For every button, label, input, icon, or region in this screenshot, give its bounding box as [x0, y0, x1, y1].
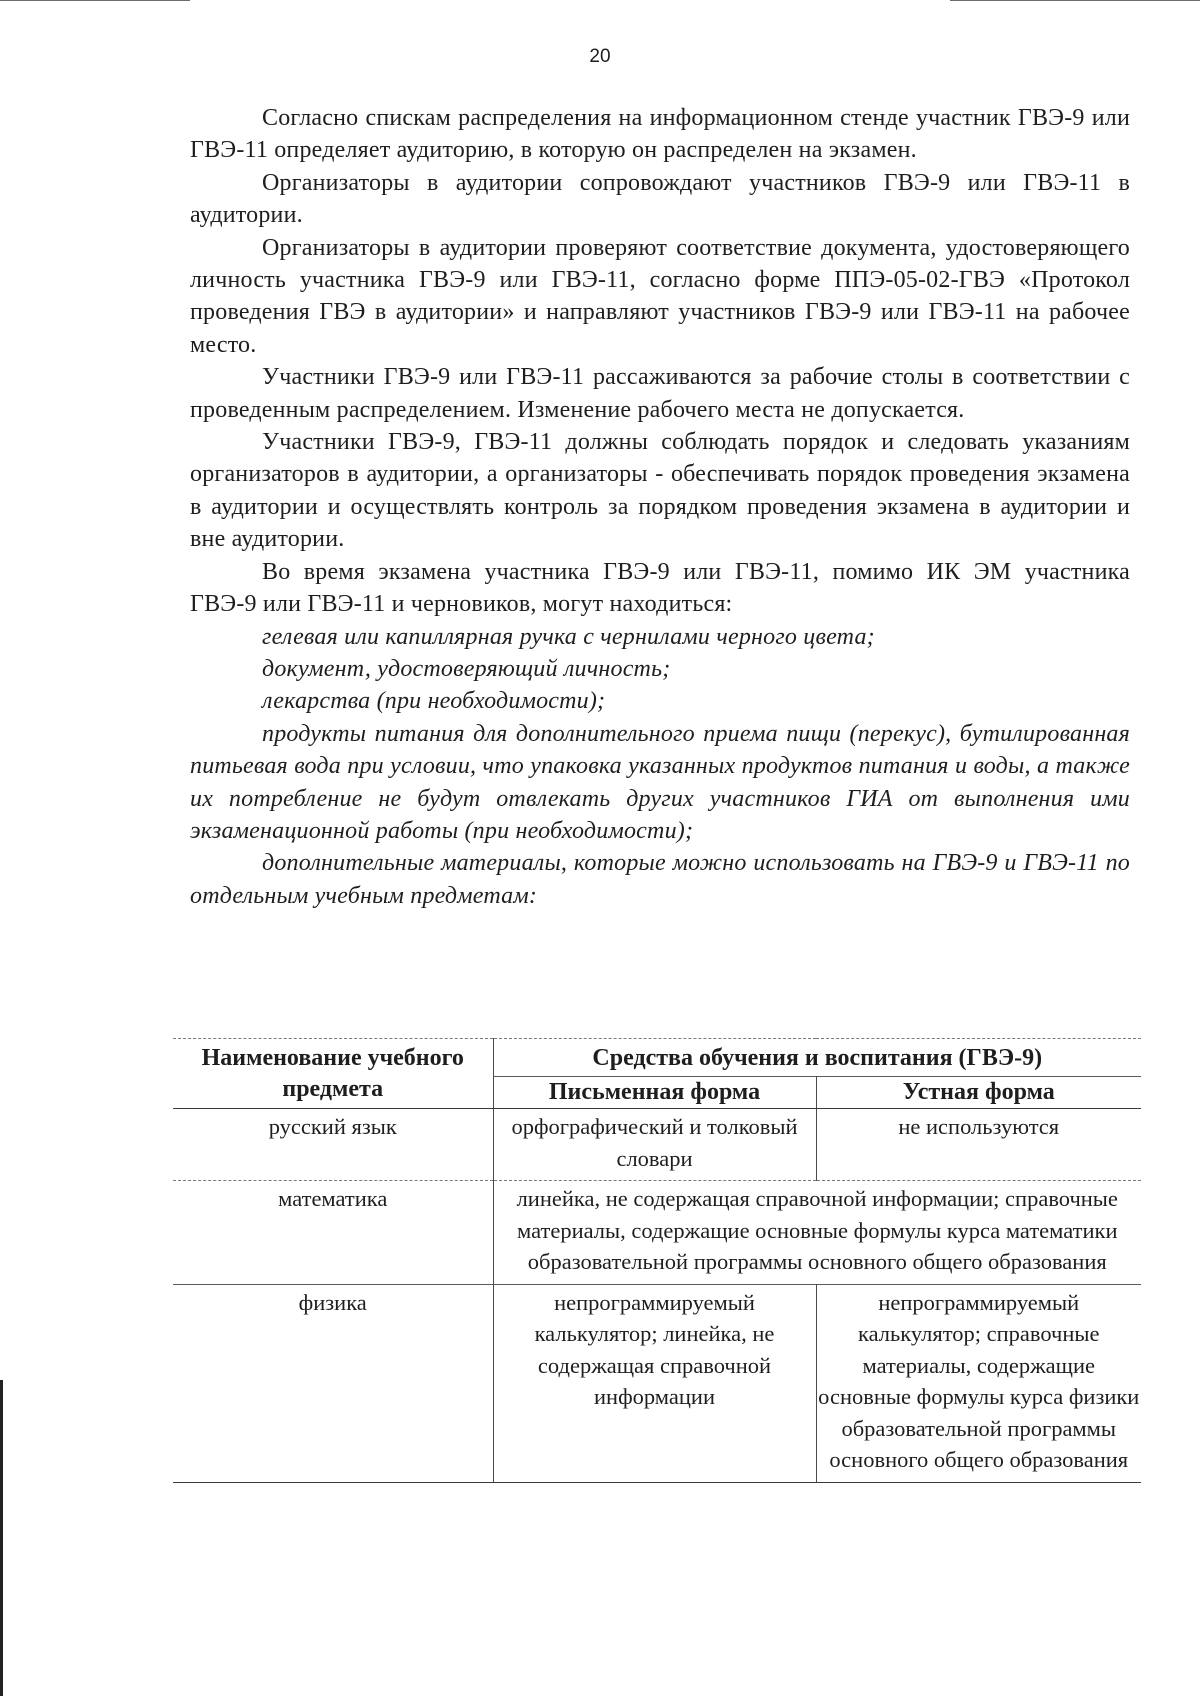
subject-cell: физика [173, 1284, 493, 1482]
scan-edge-top-right [950, 0, 1200, 1]
header-means-group: Средства обучения и воспитания (ГВЭ-9) [493, 1039, 1141, 1077]
oral-form-cell: непрограммируемый калькулятор; справочные материалы, содержащие основные формулы курса физики образовательной программы основного общего образования [816, 1284, 1141, 1482]
subject-cell: русский язык [173, 1109, 493, 1181]
written-form-cell: непрограммируемый калькулятор; линейка, не содержащая справочной информации [493, 1284, 816, 1482]
page-number: 20 [589, 46, 611, 67]
allowed-item: лекарства (при необходимости); [262, 688, 606, 715]
written-form-cell: орфографический и толковый словари [493, 1109, 816, 1181]
header-written-form: Письменная форма [493, 1077, 816, 1109]
table-header-row [173, 1039, 1141, 1077]
allowed-item: документ, удостоверяющий личность; [262, 655, 671, 682]
header-oral-form: Устная форма [816, 1077, 1141, 1109]
materials-table [173, 1038, 1141, 1483]
scan-edge-top-left [0, 0, 190, 1]
table-row [173, 1109, 1141, 1181]
table-row [173, 1181, 1141, 1285]
allowed-item: продукты питания для дополнительного приема пищи (перекус), бутилированная питьевая вода при условии, что упаковка указанных продуктов питания и воды, а также их потребление не будут отвлекать других участников ГИА от выполнения ими экзаменационной работы (при необходимости); [190, 720, 1130, 844]
paragraph: Согласно спискам распределения на информационном стенде участник ГВЭ-9 или ГВЭ-11 определяет аудиторию, в которую он распределен на экзамен. [190, 105, 1130, 164]
table-row [173, 1284, 1141, 1482]
combined-form-cell: линейка, не содержащая справочной информации; справочные материалы, содержащие основные формулы курса математики образовательной программы основного общего образования [493, 1181, 1141, 1285]
oral-form-cell: не используются [898, 1114, 1060, 1139]
paragraph: Организаторы в аудитории сопровождают участников ГВЭ-9 или ГВЭ-11 в аудитории. [190, 169, 1130, 229]
subject-cell: математика [173, 1181, 493, 1285]
document-body [190, 102, 1130, 912]
paragraph: Во время экзамена участника ГВЭ-9 или ГВЭ-11, помимо ИК ЭМ участника ГВЭ-9 или ГВЭ-11 и черновиков, могут находиться: [190, 558, 1130, 618]
paragraph: Организаторы в аудитории проверяют соответствие документа, удостоверяющего личность участника ГВЭ-9 или ГВЭ-11, согласно форме ППЭ-05-02-ГВЭ «Протокол проведения ГВЭ в аудитории» и направляют участников ГВЭ-9 или ГВЭ-11 на рабочее место. [190, 234, 1130, 358]
allowed-item: дополнительные материалы, которые можно использовать на ГВЭ-9 и ГВЭ-11 по отдельным учебным предметам: [190, 850, 1130, 909]
paragraph: Участники ГВЭ-9 или ГВЭ-11 рассаживаются за рабочие столы в соответствии с проведенным распределением. Изменение рабочего места не допускается. [190, 364, 1130, 423]
allowed-item: гелевая или капиллярная ручка с чернилами черного цвета; [262, 623, 875, 650]
header-subject: Наименование учебного предмета [173, 1039, 493, 1109]
scan-edge-left [0, 1380, 3, 1696]
materials-table-container [173, 1038, 1141, 1483]
paragraph: Участники ГВЭ-9, ГВЭ-11 должны соблюдать порядок и следовать указаниям организаторов в аудитории, а организаторы - обеспечивать порядок проведения экзамена в аудитории и осуществлять контроль за порядком проведения экзамена в аудитории и вне аудитории. [190, 429, 1130, 553]
